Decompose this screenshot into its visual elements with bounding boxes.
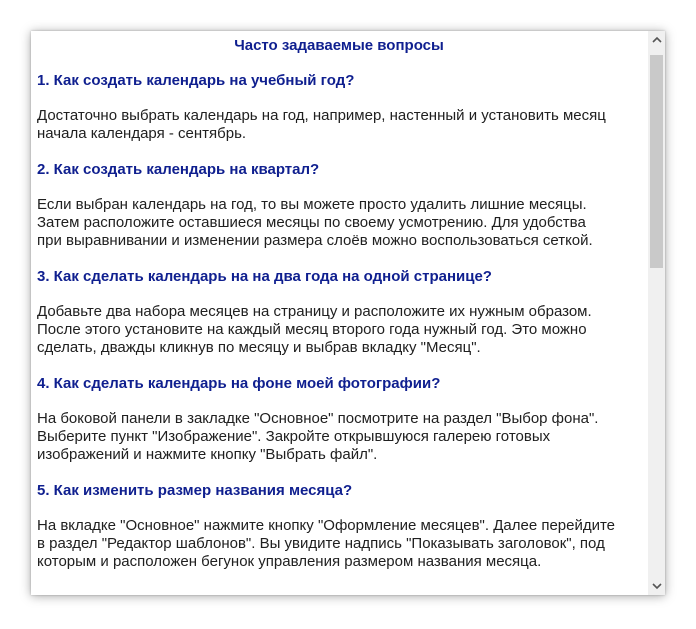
faq-question: 1. Как создать календарь на учебный год? bbox=[37, 72, 355, 89]
faq-answer-line: начала календаря - сентябрь. bbox=[37, 125, 247, 142]
faq-item bbox=[31, 375, 647, 464]
faq-answer-line: После этого установите на каждый месяц второго года нужный год. Это можно bbox=[37, 321, 587, 338]
faq-answer-line: сделать, дважды кликнув по месяцу и выбрав вкладку "Месяц". bbox=[37, 339, 481, 356]
faq-answer-line: изображений и нажмите кнопку "Выбрать файл". bbox=[37, 446, 378, 463]
faq-item bbox=[31, 268, 647, 357]
faq-question: 4. Как сделать календарь на фоне моей фотографии? bbox=[37, 375, 441, 392]
faq-window bbox=[31, 31, 665, 595]
faq-item bbox=[31, 72, 647, 143]
faq-list bbox=[31, 72, 647, 571]
page-title: Часто задаваемые вопросы bbox=[234, 37, 444, 54]
faq-answer-line: которым и расположен бегунок управления размером названия месяца. bbox=[37, 553, 542, 570]
faq-answer-line: в раздел "Редактор шаблонов". Вы увидите надпись "Показывать заголовок", под bbox=[37, 535, 605, 552]
vertical-scrollbar[interactable] bbox=[648, 31, 665, 595]
chevron-up-icon bbox=[652, 36, 662, 43]
faq-answer-line: Если выбран календарь на год, то вы можете просто удалить лишние месяцы. bbox=[37, 196, 587, 213]
faq-answer bbox=[31, 410, 647, 464]
faq-answer-line: при выравнивании и изменении размера слоёв можно воспользоваться сеткой. bbox=[37, 232, 593, 249]
faq-answer bbox=[31, 107, 647, 143]
scroll-up-button[interactable] bbox=[648, 31, 665, 48]
faq-question: 2. Как создать календарь на квартал? bbox=[37, 161, 320, 178]
faq-answer-line: На вкладке "Основное" нажмите кнопку "Оформление месяцев". Далее перейдите bbox=[37, 517, 616, 534]
faq-answer bbox=[31, 303, 647, 357]
faq-answer-line: Затем расположите оставшиеся месяцы по своему усмотрению. Для удобства bbox=[37, 214, 586, 231]
faq-item bbox=[31, 161, 647, 250]
faq-question: 5. Как изменить размер названия месяца? bbox=[37, 482, 353, 499]
faq-answer-line: Достаточно выбрать календарь на год, например, настенный и установить месяц bbox=[37, 107, 606, 124]
chevron-down-icon bbox=[652, 583, 662, 590]
faq-answer bbox=[31, 517, 647, 571]
faq-content bbox=[31, 31, 647, 595]
faq-answer-line: Добавьте два набора месяцев на страницу и расположите их нужным образом. bbox=[37, 303, 592, 320]
scroll-down-button[interactable] bbox=[648, 578, 665, 595]
faq-answer bbox=[31, 196, 647, 250]
faq-answer-line: На боковой панели в закладке "Основное" посмотрите на раздел "Выбор фона". bbox=[37, 410, 599, 427]
scroll-thumb[interactable] bbox=[650, 55, 663, 268]
faq-item bbox=[31, 482, 647, 571]
faq-question: 3. Как сделать календарь на на два года на одной странице? bbox=[37, 268, 492, 285]
faq-answer-line: Выберите пункт "Изображение". Закройте открывшуюся галерею готовых bbox=[37, 428, 551, 445]
